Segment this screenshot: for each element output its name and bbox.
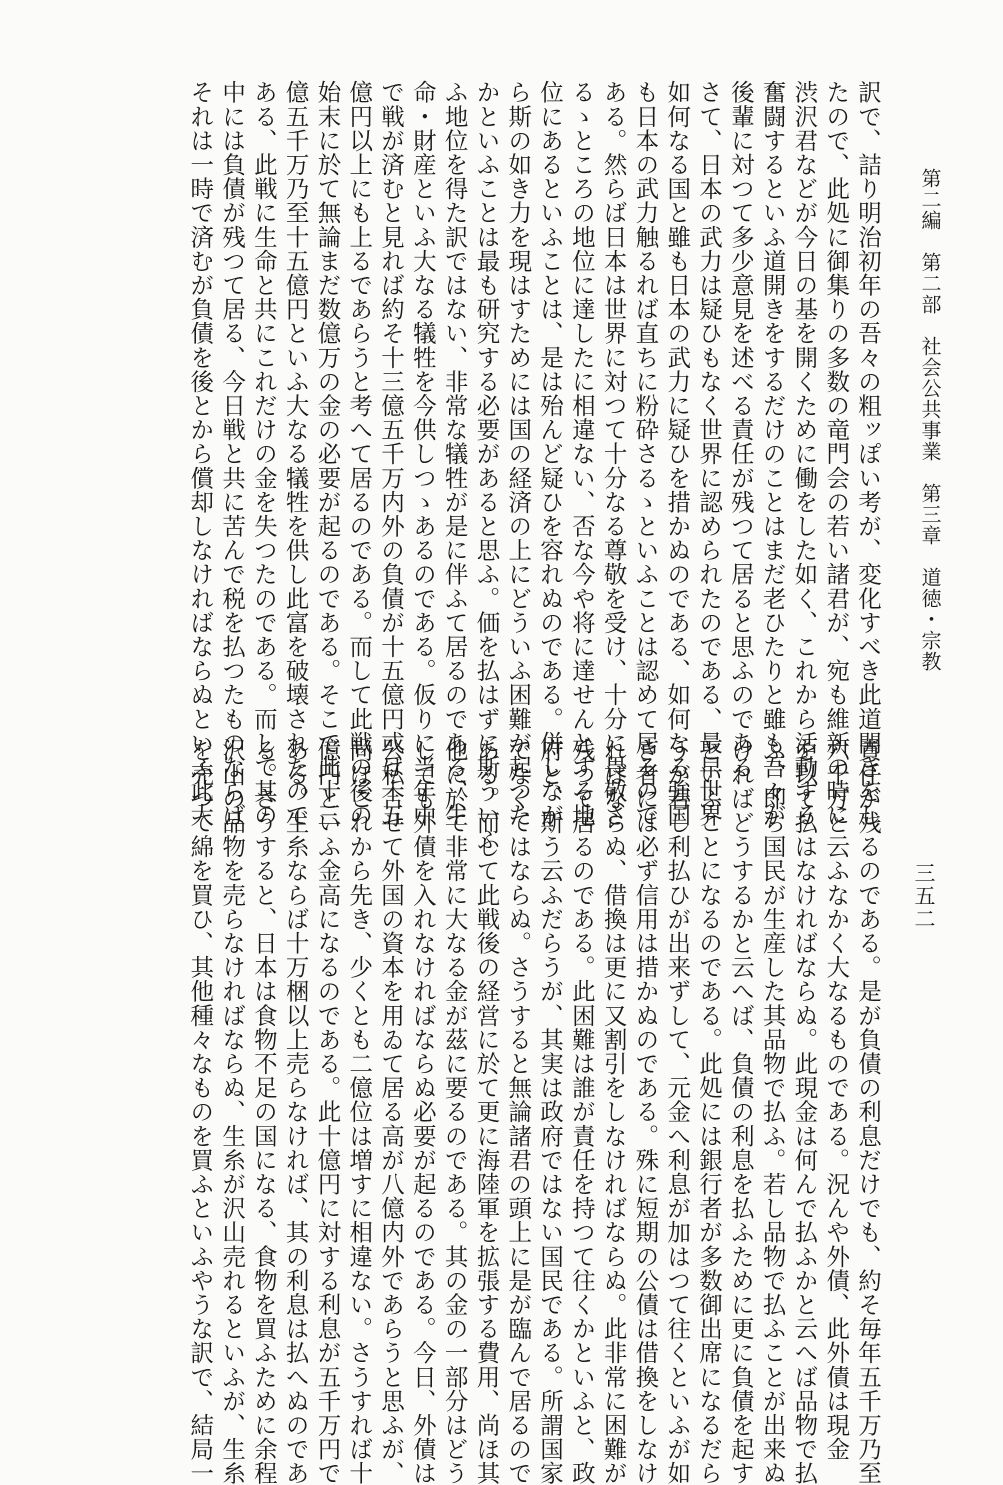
text-column: る。さうすると、日本は食物不足の国になる、食物を買ふために余程	[249, 738, 278, 1485]
text-column: ふ、即ち国民が生産した其品物で払ふ。若し品物で払ふことが出来ぬ	[758, 738, 787, 1485]
text-column: るゝところの地位に達したに相違ない、否な今や将に達せんとする地	[567, 80, 596, 828]
text-column: 位にあるといふことは、是は殆んど疑ひを容れぬのである。併しなが	[536, 80, 565, 828]
text-column: 始末に於て無論まだ数億万の金の必要が起るのである。そこで此十三	[313, 80, 342, 828]
text-column: ら斯の如き力を現はすためには国の経済の上にどういふ困難が起つた	[504, 80, 533, 828]
text-column: を売つて綿を買ひ、其他種々なものを買ふといふやうな訳で、結局一	[186, 738, 215, 1485]
text-column: でなくてはならぬ。さうすると無論諸君の頭上に是が臨んで居るので	[504, 738, 533, 1485]
text-column: ある。而して此戦後の経営に於て更に海陸軍を拡張する費用、尚ほ其	[472, 738, 501, 1485]
text-column: 公私合せて外国の資本を用ゐて居る高が八億内外であらうと思ふが、	[377, 738, 406, 1485]
text-column: しても外債を入れなければならぬ必要が起るのである。今日、外債は	[408, 738, 437, 1485]
text-column: 沢山の品物を売らなければならぬ、生糸が沢山売れるといふが、生糸	[218, 738, 247, 1485]
text-column: 奮闘するといふ道開きをするだけのことはまだ老ひたりと雖も吾々が	[758, 80, 787, 828]
text-column: 命・財産といふ大なる犠牲を今供しつゝあるのである。仮りに当年中	[408, 80, 437, 828]
text-column: かといふことは最も研究する必要があると思ふ。価を払はずに斯ういふ	[472, 80, 501, 852]
text-column: 億円以上にも上るであらうと考へて居るのである。而して此戦の後の	[345, 80, 374, 828]
text-column: ある、此戦に生命と共にこれだけの金を失つたのである。而して其の	[249, 80, 278, 828]
text-column: 如何なる国と雖も日本の武力に疑ひを措かぬのである、如何なる強国	[663, 80, 692, 828]
text-column: 責任が残るのである。是が負債の利息だけでも、約そ毎年五千万乃至	[854, 738, 882, 1485]
text-column: 後輩に対つて多少意見を述べる責任が残つて居ると思ふのである	[726, 80, 755, 779]
lower-text-block	[63, 738, 883, 1485]
text-column: 府と、斯う云ふだらうが、其実は政府ではない国民である。所謂国家	[536, 738, 565, 1485]
text-column: 六千万と云ふなかく大なるものである。況んや外債、此外債は現金	[822, 738, 851, 1461]
text-column: うが若し利払ひが出来ずして、元金へ利息が加はつて往くといふが如	[663, 738, 692, 1485]
text-column: も日本の武力触るれば直ちに粉砕さるゝといふことは認めて居るので	[631, 80, 660, 828]
text-column: き者には必ず信用は措かぬのである。殊に短期の公債は借換をしなけ	[631, 738, 660, 1485]
text-column: ある。然らば日本は世界に対つて十分なる尊敬を受け、十分に畏敬さ	[599, 80, 628, 828]
text-column: 残つて居るのである。此困難は誰が責任を持つて往くかといふと、政	[567, 738, 596, 1485]
text-column: ければどうするかと云へば、負債の利息を払ふために更に負債を起す	[726, 738, 755, 1485]
text-column: ある。生糸ならば十万梱以上売らなければ、其の利息は払へぬのであ	[281, 738, 310, 1485]
text-column: 他に於て非常に大なる金が茲に要るのである。其の金の一部分はどう	[440, 738, 469, 1485]
text-column: それは一時で済むが負債を後とから償却しなければならぬといふ此大	[186, 80, 215, 828]
text-column: 訳で、詰り明治初年の吾々の粗ッぽい考が、変化すべき此道開きをし	[854, 80, 882, 828]
text-column: 中には負債が残つて居る、今日戦と共に苦んで税を払つたものならば	[218, 80, 247, 828]
running-head: 第二編 第二部 社会公共事業 第三章 道徳・宗教	[918, 168, 942, 672]
text-column: ればならぬ、借換は更に又割引をしなければならぬ。此非常に困難が	[599, 738, 628, 1485]
text-column: といふことになるのである。此処には銀行者が多数御出席になるだら	[695, 738, 724, 1485]
text-column: 渋沢君などが今日の基を開くために働をした如く、これから活動する	[790, 80, 819, 828]
text-column: を以て払はなければならぬ。此現金は何んで払ふかと云へば品物で払	[790, 738, 819, 1485]
text-column: 億五千万乃至十五億円といふ大なる犠牲を供し此富を破壊されたので	[281, 80, 310, 828]
page-number: 三五二	[912, 862, 936, 931]
upper-text-block	[63, 80, 883, 852]
text-column: 億円といふ金高になるのである。此十億円に対する利息が五千万円で	[313, 738, 342, 1485]
text-column: 尚ほこれから先き、少くとも二億位は増すに相違ない。さうすれば十	[345, 738, 374, 1485]
text-column: ふ地位を得た訳ではない、非常な犠牲が是に伴ふて居るのである、生	[440, 80, 469, 828]
text-column: さて、日本の武力は疑ひもなく世界に認められたのである、最早世界	[695, 80, 724, 828]
text-column: で戦が済むと見れば約そ十三億五千万内外の負債が十五億円或は十五	[377, 80, 406, 828]
text-column: たので、此処に御集りの多数の竜門会の若い諸君が、宛も維新の時に	[822, 80, 851, 828]
